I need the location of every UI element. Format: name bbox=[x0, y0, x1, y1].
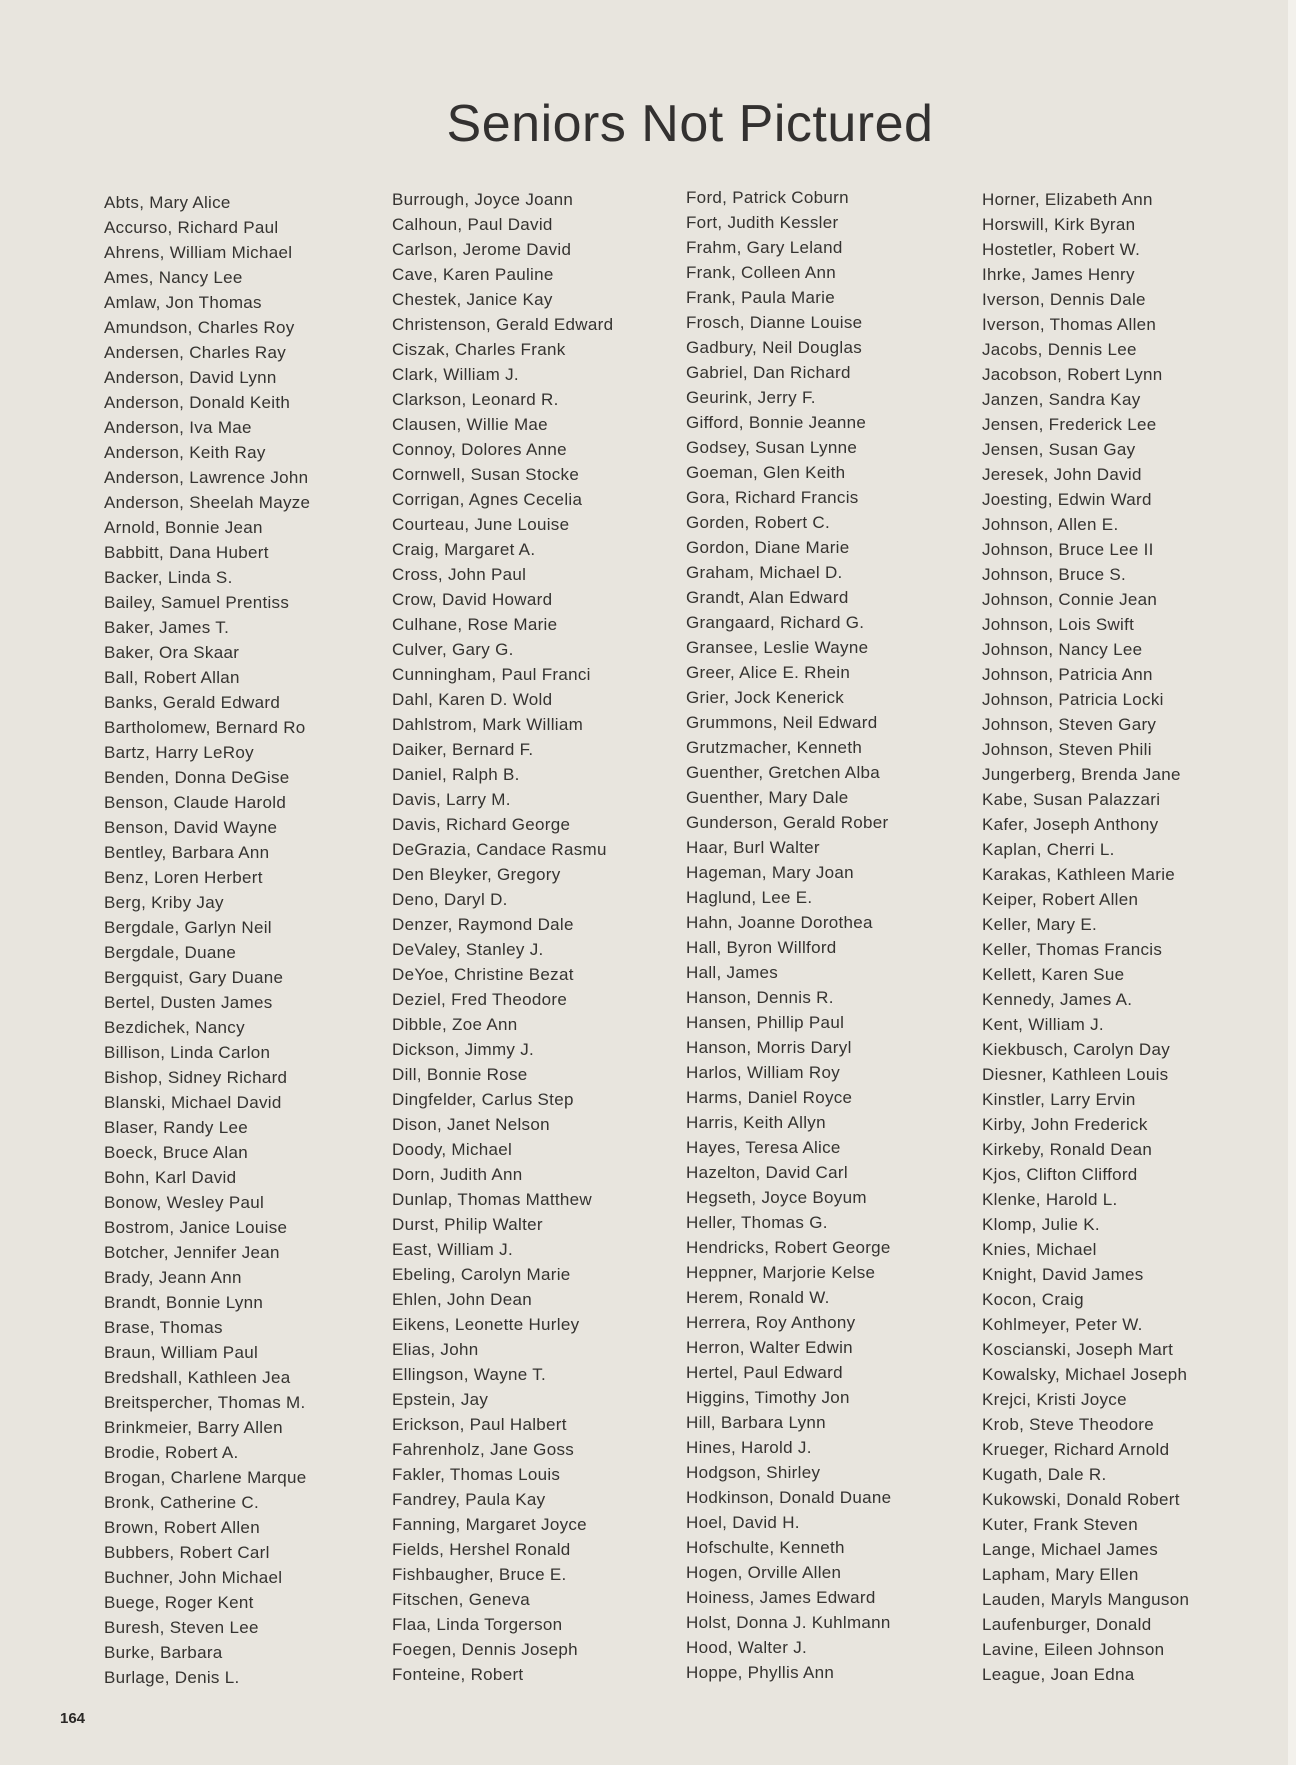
name-entry: Denzer, Raymond Dale bbox=[392, 915, 574, 934]
name-entry: Johnson, Bruce Lee II bbox=[982, 540, 1154, 559]
name-entry: Krob, Steve Theodore bbox=[982, 1415, 1155, 1434]
name-entry: Guenther, Gretchen Alba bbox=[686, 763, 881, 782]
name-entry: Geurink, Jerry F. bbox=[686, 388, 816, 407]
name-entry: Heller, Thomas G. bbox=[686, 1213, 828, 1232]
name-entry: Frahm, Gary Leland bbox=[686, 238, 843, 257]
name-entry: Kabe, Susan Palazzari bbox=[982, 790, 1161, 809]
name-entry: Hanson, Dennis R. bbox=[686, 988, 834, 1007]
name-entry: Graham, Michael D. bbox=[686, 563, 843, 582]
name-entry: Bostrom, Janice Louise bbox=[104, 1218, 288, 1237]
name-entry: Fields, Hershel Ronald bbox=[392, 1540, 571, 1559]
name-entry: DeValey, Stanley J. bbox=[392, 940, 544, 959]
name-entry: Andersen, Charles Ray bbox=[104, 343, 287, 362]
name-entry: Frosch, Dianne Louise bbox=[686, 313, 863, 332]
name-entry: Brinkmeier, Barry Allen bbox=[104, 1418, 283, 1437]
name-entry: Kaplan, Cherri L. bbox=[982, 840, 1115, 859]
name-entry: Kellett, Karen Sue bbox=[982, 965, 1125, 984]
name-entry: Clausen, Willie Mae bbox=[392, 415, 548, 434]
page-edge bbox=[1288, 0, 1296, 1765]
name-entry: Davis, Richard George bbox=[392, 815, 571, 834]
name-entry: Breitspercher, Thomas M. bbox=[104, 1393, 306, 1412]
name-entry: Hodkinson, Donald Duane bbox=[686, 1488, 892, 1507]
name-entry: Harms, Daniel Royce bbox=[686, 1088, 853, 1107]
name-entry: Hogen, Orville Allen bbox=[686, 1563, 842, 1582]
name-entry: Bohn, Karl David bbox=[104, 1168, 237, 1187]
name-entry: Fahrenholz, Jane Goss bbox=[392, 1440, 575, 1459]
name-entry: Baker, James T. bbox=[104, 618, 230, 637]
name-entry: Harlos, William Roy bbox=[686, 1063, 840, 1082]
name-entry: Jensen, Frederick Lee bbox=[982, 415, 1157, 434]
name-entry: Herem, Ronald W. bbox=[686, 1288, 830, 1307]
name-entry: Eikens, Leonette Hurley bbox=[392, 1315, 580, 1334]
name-entry: Kukowski, Donald Robert bbox=[982, 1490, 1180, 1509]
name-entry: Bartholomew, Bernard Ro bbox=[104, 718, 306, 737]
name-entry: Cave, Karen Pauline bbox=[392, 265, 554, 284]
name-entry: Kiekbusch, Carolyn Day bbox=[982, 1040, 1171, 1059]
name-entry: Godsey, Susan Lynne bbox=[686, 438, 858, 457]
name-entry: Lapham, Mary Ellen bbox=[982, 1565, 1139, 1584]
name-entry: Fonteine, Robert bbox=[392, 1665, 524, 1684]
name-entry: Joesting, Edwin Ward bbox=[982, 490, 1152, 509]
name-entry: Harris, Keith Allyn bbox=[686, 1113, 826, 1132]
name-entry: Fanning, Margaret Joyce bbox=[392, 1515, 587, 1534]
name-entry: Hendricks, Robert George bbox=[686, 1238, 891, 1257]
name-entry: Johnson, Patricia Locki bbox=[982, 690, 1164, 709]
name-entry: Erickson, Paul Halbert bbox=[392, 1415, 567, 1434]
name-entry: Cornwell, Susan Stocke bbox=[392, 465, 580, 484]
name-entry: Iverson, Thomas Allen bbox=[982, 315, 1157, 334]
name-entry: Hood, Walter J. bbox=[686, 1638, 808, 1657]
name-entry: Burrough, Joyce Joann bbox=[392, 190, 574, 209]
name-entry: Anderson, Lawrence John bbox=[104, 468, 309, 487]
name-entry: Culver, Gary G. bbox=[392, 640, 514, 659]
name-entry: Jacobs, Dennis Lee bbox=[982, 340, 1137, 359]
name-entry: Hansen, Phillip Paul bbox=[686, 1013, 845, 1032]
name-entry: Fort, Judith Kessler bbox=[686, 213, 839, 232]
name-entry: Hoel, David H. bbox=[686, 1513, 800, 1532]
name-entry: Dison, Janet Nelson bbox=[392, 1115, 550, 1134]
name-entry: East, William J. bbox=[392, 1240, 513, 1259]
name-entry: Iverson, Dennis Dale bbox=[982, 290, 1146, 309]
name-entry: Hall, Byron Willford bbox=[686, 938, 837, 957]
name-entry: Horner, Elizabeth Ann bbox=[982, 190, 1153, 209]
name-entry: Calhoun, Paul David bbox=[392, 215, 553, 234]
name-entry: Herrera, Roy Anthony bbox=[686, 1313, 856, 1332]
name-entry: Ebeling, Carolyn Marie bbox=[392, 1265, 571, 1284]
name-entry: Fakler, Thomas Louis bbox=[392, 1465, 561, 1484]
name-entry: Grangaard, Richard G. bbox=[686, 613, 865, 632]
page-number: 164 bbox=[60, 1710, 86, 1727]
name-entry: Kugath, Dale R. bbox=[982, 1465, 1107, 1484]
name-entry: Babbitt, Dana Hubert bbox=[104, 543, 269, 562]
name-entry: Bergquist, Gary Duane bbox=[104, 968, 284, 987]
name-entry: Horswill, Kirk Byran bbox=[982, 215, 1136, 234]
name-entry: Ehlen, John Dean bbox=[392, 1290, 532, 1309]
name-entry: Epstein, Jay bbox=[392, 1390, 489, 1409]
name-entry: Bartz, Harry LeRoy bbox=[104, 743, 254, 762]
name-entry: Connoy, Dolores Anne bbox=[392, 440, 567, 459]
name-entry: Herron, Walter Edwin bbox=[686, 1338, 853, 1357]
name-entry: Dingfelder, Carlus Step bbox=[392, 1090, 574, 1109]
name-entry: Boeck, Bruce Alan bbox=[104, 1143, 249, 1162]
name-entry: Gora, Richard Francis bbox=[686, 488, 859, 507]
name-entry: Buresh, Steven Lee bbox=[104, 1618, 259, 1637]
name-entry: Anderson, Sheelah Mayze bbox=[104, 493, 311, 512]
name-entry: Gordon, Diane Marie bbox=[686, 538, 850, 557]
name-entry: Hanson, Morris Daryl bbox=[686, 1038, 852, 1057]
name-entry: Lavine, Eileen Johnson bbox=[982, 1640, 1165, 1659]
name-entry: Bertel, Dusten James bbox=[104, 993, 273, 1012]
name-entry: Janzen, Sandra Kay bbox=[982, 390, 1141, 409]
page-title: Seniors Not Pictured bbox=[446, 95, 934, 153]
name-entry: Bergdale, Garlyn Neil bbox=[104, 918, 272, 937]
name-entry: Kinstler, Larry Ervin bbox=[982, 1090, 1136, 1109]
name-entry: Johnson, Steven Gary bbox=[982, 715, 1157, 734]
name-entry: Kennedy, James A. bbox=[982, 990, 1133, 1009]
name-entry: Krueger, Richard Arnold bbox=[982, 1440, 1170, 1459]
name-entry: Hegseth, Joyce Boyum bbox=[686, 1188, 867, 1207]
name-entry: Culhane, Rose Marie bbox=[392, 615, 558, 634]
name-entry: Dahl, Karen D. Wold bbox=[392, 690, 553, 709]
name-entry: Gabriel, Dan Richard bbox=[686, 363, 851, 382]
name-entry: Ihrke, James Henry bbox=[982, 265, 1135, 284]
name-entry: Billison, Linda Carlon bbox=[104, 1043, 271, 1062]
name-entry: Johnson, Lois Swift bbox=[982, 615, 1135, 634]
name-entry: Backer, Linda S. bbox=[104, 568, 233, 587]
name-entry: Blaser, Randy Lee bbox=[104, 1118, 249, 1137]
name-entry: Knies, Michael bbox=[982, 1240, 1097, 1259]
name-entry: Clarkson, Leonard R. bbox=[392, 390, 559, 409]
name-entry: Ahrens, William Michael bbox=[104, 243, 293, 262]
name-entry: Foegen, Dennis Joseph bbox=[392, 1640, 578, 1659]
name-entry: Gransee, Leslie Wayne bbox=[686, 638, 869, 657]
name-entry: Dill, Bonnie Rose bbox=[392, 1065, 528, 1084]
name-entry: Bailey, Samuel Prentiss bbox=[104, 593, 290, 612]
name-entry: Accurso, Richard Paul bbox=[104, 218, 279, 237]
name-entry: Courteau, June Louise bbox=[392, 515, 570, 534]
name-entry: Durst, Philip Walter bbox=[392, 1215, 543, 1234]
name-entry: Botcher, Jennifer Jean bbox=[104, 1243, 280, 1262]
name-entry: Laufenburger, Donald bbox=[982, 1615, 1152, 1634]
name-entry: Dahlstrom, Mark William bbox=[392, 715, 584, 734]
name-entry: Burke, Barbara bbox=[104, 1643, 223, 1662]
name-entry: Brodie, Robert A. bbox=[104, 1443, 239, 1462]
name-entry: Blanski, Michael David bbox=[104, 1093, 282, 1112]
name-entry: Gorden, Robert C. bbox=[686, 513, 830, 532]
name-entry: Frank, Colleen Ann bbox=[686, 263, 836, 282]
name-entry: Holst, Donna J. Kuhlmann bbox=[686, 1613, 891, 1632]
name-entry: Jacobson, Robert Lynn bbox=[982, 365, 1163, 384]
name-entry: Jungerberg, Brenda Jane bbox=[982, 765, 1181, 784]
name-entry: Benson, David Wayne bbox=[104, 818, 278, 837]
name-entry: Ames, Nancy Lee bbox=[104, 268, 243, 287]
name-entry: Grandt, Alan Edward bbox=[686, 588, 849, 607]
name-entry: Elias, John bbox=[392, 1340, 479, 1359]
name-entry: Banks, Gerald Edward bbox=[104, 693, 281, 712]
name-entry: Bentley, Barbara Ann bbox=[104, 843, 270, 862]
name-entry: Bergdale, Duane bbox=[104, 943, 237, 962]
name-entry: Johnson, Allen E. bbox=[982, 515, 1119, 534]
name-entry: Klenke, Harold L. bbox=[982, 1190, 1118, 1209]
name-entry: Johnson, Patricia Ann bbox=[982, 665, 1153, 684]
name-entry: Chestek, Janice Kay bbox=[392, 290, 553, 309]
name-entry: Guenther, Mary Dale bbox=[686, 788, 849, 807]
name-entry: Jeresek, John David bbox=[982, 465, 1142, 484]
name-entry: Christenson, Gerald Edward bbox=[392, 315, 614, 334]
name-entry: Johnson, Connie Jean bbox=[982, 590, 1158, 609]
name-entry: Daniel, Ralph B. bbox=[392, 765, 520, 784]
name-entry: Keller, Thomas Francis bbox=[982, 940, 1163, 959]
name-entry: Lauden, Maryls Manguson bbox=[982, 1590, 1190, 1609]
name-entry: Burlage, Denis L. bbox=[104, 1668, 240, 1687]
name-entry: Den Bleyker, Gregory bbox=[392, 865, 561, 884]
name-entry: Hostetler, Robert W. bbox=[982, 240, 1141, 259]
name-entry: Brogan, Charlene Marque bbox=[104, 1468, 307, 1487]
name-entry: Hall, James bbox=[686, 963, 779, 982]
name-entry: Johnson, Bruce S. bbox=[982, 565, 1127, 584]
name-entry: Hines, Harold J. bbox=[686, 1438, 812, 1457]
name-entry: Higgins, Timothy Jon bbox=[686, 1388, 850, 1407]
name-entry: Hayes, Teresa Alice bbox=[686, 1138, 841, 1157]
name-entry: League, Joan Edna bbox=[982, 1665, 1135, 1684]
name-entry: Hahn, Joanne Dorothea bbox=[686, 913, 873, 932]
name-entry: Anderson, Donald Keith bbox=[104, 393, 291, 412]
name-entry: Bezdichek, Nancy bbox=[104, 1018, 245, 1037]
name-entry: Bubbers, Robert Carl bbox=[104, 1543, 270, 1562]
name-entry: Frank, Paula Marie bbox=[686, 288, 836, 307]
name-entry: Arnold, Bonnie Jean bbox=[104, 518, 263, 537]
names-column-2 bbox=[392, 187, 613, 1687]
name-entry: Kuter, Frank Steven bbox=[982, 1515, 1138, 1534]
name-entry: Dickson, Jimmy J. bbox=[392, 1040, 535, 1059]
name-entry: Fishbaugher, Bruce E. bbox=[392, 1565, 567, 1584]
name-entry: Johnson, Steven Phili bbox=[982, 740, 1152, 759]
name-entry: Anderson, Keith Ray bbox=[104, 443, 266, 462]
name-entry: Dibble, Zoe Ann bbox=[392, 1015, 518, 1034]
name-entry: Buege, Roger Kent bbox=[104, 1593, 254, 1612]
name-entry: Klomp, Julie K. bbox=[982, 1215, 1100, 1234]
name-entry: Anderson, Iva Mae bbox=[104, 418, 252, 437]
name-entry: Grummons, Neil Edward bbox=[686, 713, 878, 732]
name-entry: Knight, David James bbox=[982, 1265, 1144, 1284]
name-entry: Fandrey, Paula Kay bbox=[392, 1490, 546, 1509]
name-entry: Amlaw, Jon Thomas bbox=[104, 293, 262, 312]
names-column-4 bbox=[982, 187, 1189, 1687]
name-entry: Braun, William Paul bbox=[104, 1343, 259, 1362]
name-entry: Keiper, Robert Allen bbox=[982, 890, 1139, 909]
name-entry: Johnson, Nancy Lee bbox=[982, 640, 1143, 659]
name-entry: Benden, Donna DeGise bbox=[104, 768, 290, 787]
name-entry: Benz, Loren Herbert bbox=[104, 868, 263, 887]
name-entry: Brandt, Bonnie Lynn bbox=[104, 1293, 264, 1312]
name-entry: Hageman, Mary Joan bbox=[686, 863, 854, 882]
name-entry: Ellingson, Wayne T. bbox=[392, 1365, 547, 1384]
name-entry: Bredshall, Kathleen Jea bbox=[104, 1368, 291, 1387]
name-entry: Dunlap, Thomas Matthew bbox=[392, 1190, 592, 1209]
name-entry: Doody, Michael bbox=[392, 1140, 513, 1159]
name-entry: Corrigan, Agnes Cecelia bbox=[392, 490, 583, 509]
name-entry: Ford, Patrick Coburn bbox=[686, 188, 849, 207]
name-entry: Haar, Burl Walter bbox=[686, 838, 820, 857]
name-entry: Hodgson, Shirley bbox=[686, 1463, 821, 1482]
name-entry: Koscianski, Joseph Mart bbox=[982, 1340, 1174, 1359]
name-entry: Cunningham, Paul Franci bbox=[392, 665, 591, 684]
name-entry: Brown, Robert Allen bbox=[104, 1518, 260, 1537]
name-entry: Anderson, David Lynn bbox=[104, 368, 277, 387]
name-entry: Grutzmacher, Kenneth bbox=[686, 738, 863, 757]
name-entry: Bishop, Sidney Richard bbox=[104, 1068, 288, 1087]
name-entry: Crow, David Howard bbox=[392, 590, 553, 609]
name-entry: Dorn, Judith Ann bbox=[392, 1165, 523, 1184]
name-entry: Ciszak, Charles Frank bbox=[392, 340, 566, 359]
name-entry: Bonow, Wesley Paul bbox=[104, 1193, 265, 1212]
name-entry: Craig, Margaret A. bbox=[392, 540, 536, 559]
name-entry: Daiker, Bernard F. bbox=[392, 740, 534, 759]
name-entry: Hazelton, David Carl bbox=[686, 1163, 848, 1182]
name-entry: Gifford, Bonnie Jeanne bbox=[686, 413, 867, 432]
name-entry: Bronk, Catherine C. bbox=[104, 1493, 259, 1512]
name-entry: Haglund, Lee E. bbox=[686, 888, 813, 907]
name-entry: Diesner, Kathleen Louis bbox=[982, 1065, 1169, 1084]
name-entry: Jensen, Susan Gay bbox=[982, 440, 1136, 459]
name-entry: Greer, Alice E. Rhein bbox=[686, 663, 851, 682]
name-entry: Buchner, John Michael bbox=[104, 1568, 283, 1587]
name-entry: Gadbury, Neil Douglas bbox=[686, 338, 863, 357]
name-entry: Benson, Claude Harold bbox=[104, 793, 287, 812]
name-entry: Berg, Kriby Jay bbox=[104, 893, 224, 912]
name-entry: Kohlmeyer, Peter W. bbox=[982, 1315, 1143, 1334]
name-entry: Davis, Larry M. bbox=[392, 790, 511, 809]
name-entry: Carlson, Jerome David bbox=[392, 240, 572, 259]
name-entry: Kowalsky, Michael Joseph bbox=[982, 1365, 1188, 1384]
name-entry: Brady, Jeann Ann bbox=[104, 1268, 242, 1287]
name-entry: Kirkeby, Ronald Dean bbox=[982, 1140, 1153, 1159]
name-entry: Hofschulte, Kenneth bbox=[686, 1538, 845, 1557]
name-entry: Kjos, Clifton Clifford bbox=[982, 1165, 1138, 1184]
name-entry: Karakas, Kathleen Marie bbox=[982, 865, 1176, 884]
name-entry: Keller, Mary E. bbox=[982, 915, 1098, 934]
name-entry: Clark, William J. bbox=[392, 365, 519, 384]
name-entry: Fitschen, Geneva bbox=[392, 1590, 531, 1609]
name-entry: Brase, Thomas bbox=[104, 1318, 223, 1337]
name-entry: Hoiness, James Edward bbox=[686, 1588, 876, 1607]
name-entry: Abts, Mary Alice bbox=[104, 193, 231, 212]
name-entry: Goeman, Glen Keith bbox=[686, 463, 846, 482]
name-entry: Gunderson, Gerald Rober bbox=[686, 813, 889, 832]
name-entry: Flaa, Linda Torgerson bbox=[392, 1615, 563, 1634]
name-entry: Hoppe, Phyllis Ann bbox=[686, 1663, 835, 1682]
name-entry: Deno, Daryl D. bbox=[392, 890, 508, 909]
name-entry: DeYoe, Christine Bezat bbox=[392, 965, 574, 984]
name-entry: Deziel, Fred Theodore bbox=[392, 990, 568, 1009]
name-entry: Ball, Robert Allan bbox=[104, 668, 240, 687]
name-entry: Kocon, Craig bbox=[982, 1290, 1084, 1309]
name-entry: Kafer, Joseph Anthony bbox=[982, 815, 1159, 834]
name-entry: Amundson, Charles Roy bbox=[104, 318, 295, 337]
name-entry: Hertel, Paul Edward bbox=[686, 1363, 843, 1382]
names-column-1 bbox=[104, 190, 310, 1690]
name-entry: Kent, William J. bbox=[982, 1015, 1104, 1034]
name-entry: Baker, Ora Skaar bbox=[104, 643, 240, 662]
names-column-3 bbox=[686, 185, 891, 1685]
name-entry: Hill, Barbara Lynn bbox=[686, 1413, 826, 1432]
name-entry: Kirby, John Frederick bbox=[982, 1115, 1148, 1134]
name-entry: DeGrazia, Candace Rasmu bbox=[392, 840, 607, 859]
name-entry: Grier, Jock Kenerick bbox=[686, 688, 845, 707]
name-entry: Heppner, Marjorie Kelse bbox=[686, 1263, 876, 1282]
name-entry: Lange, Michael James bbox=[982, 1540, 1159, 1559]
name-entry: Krejci, Kristi Joyce bbox=[982, 1390, 1127, 1409]
name-entry: Cross, John Paul bbox=[392, 565, 527, 584]
